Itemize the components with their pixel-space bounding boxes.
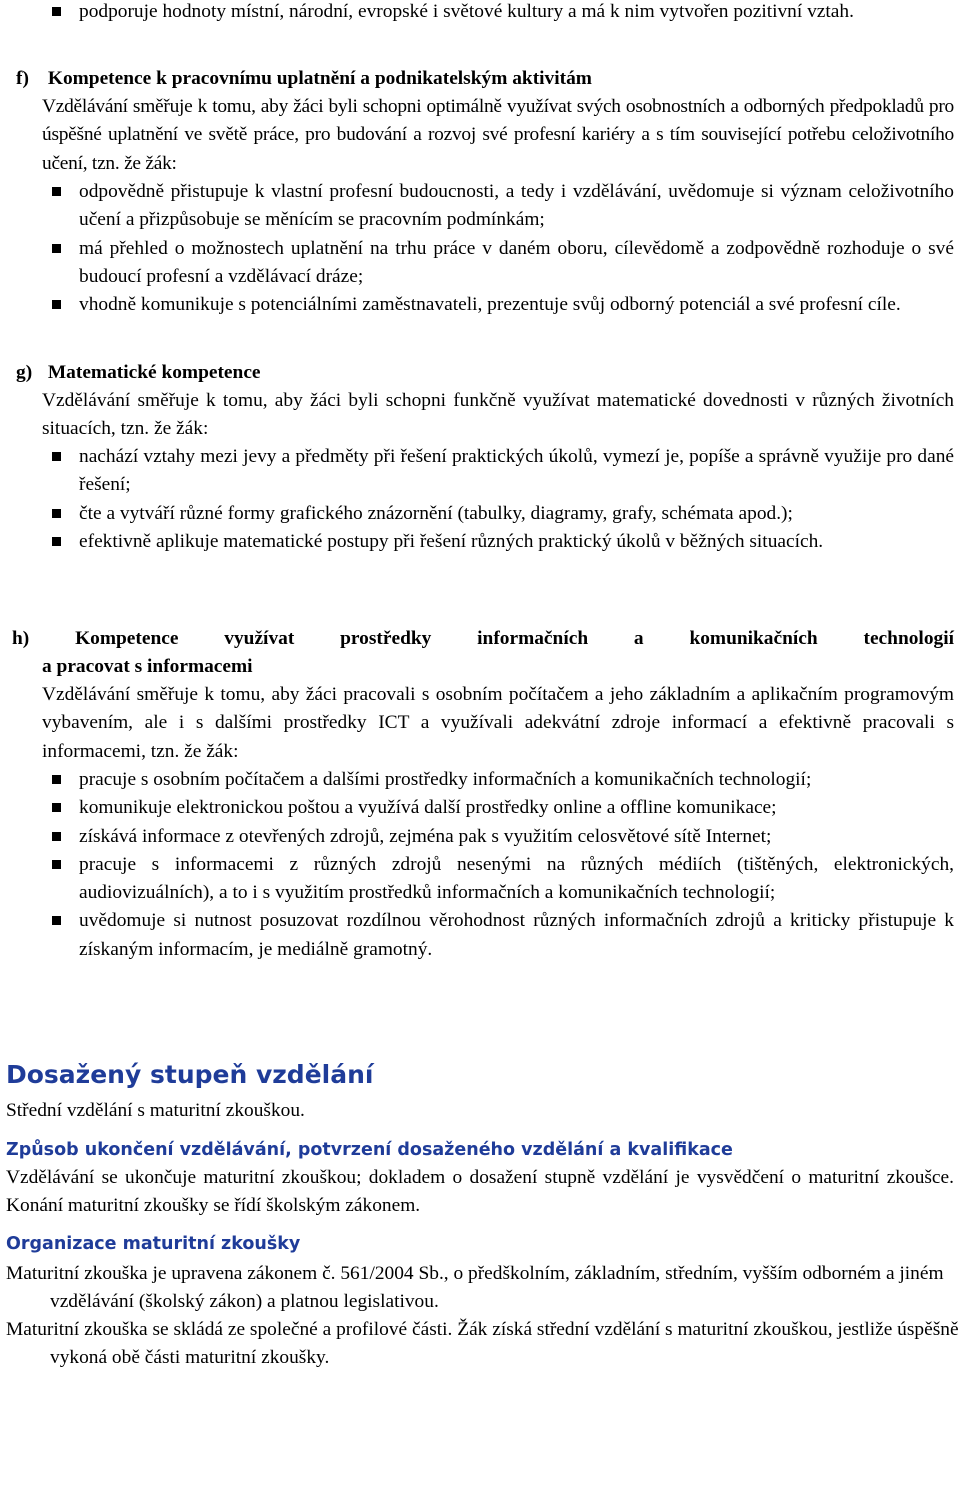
bullet-text: komunikuje elektronickou poštou a využívá další prostředky online a offline komunikace; xyxy=(79,797,777,819)
bullet-text: vhodně komunikuje s potenciálními zaměstnavateli, prezentuje svůj odborný potenciál a své profesní cíle. xyxy=(79,294,901,316)
section-letter: h) xyxy=(12,628,30,649)
degree-text: Střední vzdělání s maturitní zkouškou. xyxy=(6,1100,305,1121)
bullet-marker xyxy=(52,916,61,925)
completion-text: Vzdělávání se ukončuje maturitní zkouškou; dokladem o dosažení stupně vzdělání je vysvědčení o maturitní zkoušce. Konání maturitní zkoušky se řídí školským zákonem. xyxy=(6,1167,954,1217)
list-item xyxy=(0,794,960,822)
section-title: Matematické kompetence xyxy=(47,362,261,383)
bullet-text: nachází vztahy mezi jevy a předměty při řešení praktických úkolů, vymezí je, popíše a správně využije pro dané řešení; xyxy=(79,446,954,496)
bullet-text: pracuje s osobním počítačem a dalšími prostředky informačních a komunikačních technologií; xyxy=(79,769,812,790)
bullet-text: má přehled o možnostech uplatnění na trhu práce v daném oboru, cílevědomě a zodpovědně rozhoduje o své budoucí profesní a vzdělávací dráze; xyxy=(79,237,954,287)
bullet-marker xyxy=(52,7,61,16)
list-item xyxy=(0,235,960,292)
section-g-bullets xyxy=(0,443,960,556)
list-item xyxy=(0,766,960,794)
bullet-marker xyxy=(52,832,61,841)
list-item xyxy=(0,443,960,500)
completion-heading: Způsob ukončení vzdělávání, potvrzení dosaženého vzdělání a kvalifikace xyxy=(6,1140,733,1160)
list-item xyxy=(0,291,960,319)
list-item xyxy=(0,851,960,908)
section-g-heading xyxy=(16,359,954,387)
section-letter: g) xyxy=(16,362,33,383)
bullet-text: efektivně aplikuje matematické postupy při řešení různých praktický úkolů v běžných situacích. xyxy=(79,530,824,552)
list-item xyxy=(0,528,960,556)
section-h-heading-line2: a pracovat s informacemi xyxy=(42,656,253,677)
section-title: Kompetence využívat prostředky informačních a komunikačních technologií xyxy=(75,628,954,649)
bullet-marker xyxy=(52,509,61,518)
bullet-text: čte a vytváří různé formy grafického znázornění (tabulky, diagramy, grafy, schémata apod.); xyxy=(79,502,793,524)
section-f-intro: Vzdělávání směřuje k tomu, aby žáci byli schopni optimálně využívat svých osobnostních a odborných předpokladů pro úspěšné uplatnění ve světě práce, pro budování a rozvoj své profesní kariéry a s tím související potřebu celoživotního učení, tzn. že žák: xyxy=(42,96,954,174)
exam-paragraph-1: Maturitní zkouška je upravena zákonem č. 561/2004 Sb., o předškolním, základním, středním, vyšším odborném a jiném vzdělávání (školský zákon) a platnou legislativou. xyxy=(6,1263,944,1313)
bullet-marker xyxy=(52,775,61,784)
bullet-text: získává informace z otevřených zdrojů, zejména pak s využitím celosvětové sítě Internet; xyxy=(79,825,772,847)
section-h-heading xyxy=(12,625,954,653)
bullet-marker xyxy=(52,860,61,869)
list-item xyxy=(0,823,960,851)
bullet-marker xyxy=(52,537,61,546)
section-letter: f) xyxy=(16,68,29,89)
bullet-marker xyxy=(52,803,61,812)
bullet-text: pracuje s informacemi z různých zdrojů nesenými na různých médiích (tištěných, elektronických, audiovizuálních), a to i s využitím prostředků informačních a komunikačních technologií; xyxy=(79,853,954,904)
top-bullet-list xyxy=(0,0,960,26)
bullet-text: uvědomuje si nutnost posuzovat rozdílnou věrohodnost různých informačních zdrojů a kriticky přistupuje k získaným informacím, je mediálně gramotný. xyxy=(79,910,954,960)
section-f-heading xyxy=(16,65,954,93)
degree-heading: Dosažený stupeň vzdělání xyxy=(6,1060,374,1089)
list-item xyxy=(0,0,960,26)
list-item xyxy=(0,500,960,528)
bullet-text: odpovědně přistupuje k vlastní profesní budoucnosti, a tedy i vzdělávání, uvědomuje si význam celoživotního učení a přizpůsobuje se měnícím se pracovním podmínkám; xyxy=(79,181,954,231)
bullet-marker xyxy=(52,300,61,309)
section-h-intro: Vzdělávání směřuje k tomu, aby žáci pracovali s osobním počítačem a jeho základním a aplikačním programovým vybavením, ale i s dalšími prostředky ICT a využívali adekvátní zdroje informací a efektivně pracovali s informacemi, tzn. že žák: xyxy=(42,684,954,762)
section-g-intro: Vzdělávání směřuje k tomu, aby žáci byli schopni funkčně využívat matematické dovednosti v různých životních situacích, tzn. že žák: xyxy=(42,390,954,440)
bullet-text: podporuje hodnoty místní, národní, evropské i světové kultury a má k nim vytvořen pozitivní vztah. xyxy=(79,1,854,22)
list-item xyxy=(0,178,960,235)
list-item xyxy=(0,907,960,964)
section-f-bullets xyxy=(0,178,960,319)
section-title: Kompetence k pracovnímu uplatnění a podnikatelským aktivitám xyxy=(47,68,592,89)
bullet-marker xyxy=(52,452,61,461)
bullet-marker xyxy=(52,187,61,196)
section-h-bullets xyxy=(0,766,960,964)
exam-heading: Organizace maturitní zkoušky xyxy=(6,1234,301,1254)
exam-paragraph-2: Maturitní zkouška se skládá ze společné a profilové části. Žák získá střední vzdělání s maturitní zkouškou, jestliže úspěšně vykoná obě části maturitní zkoušky. xyxy=(6,1319,959,1369)
bullet-marker xyxy=(52,244,61,253)
